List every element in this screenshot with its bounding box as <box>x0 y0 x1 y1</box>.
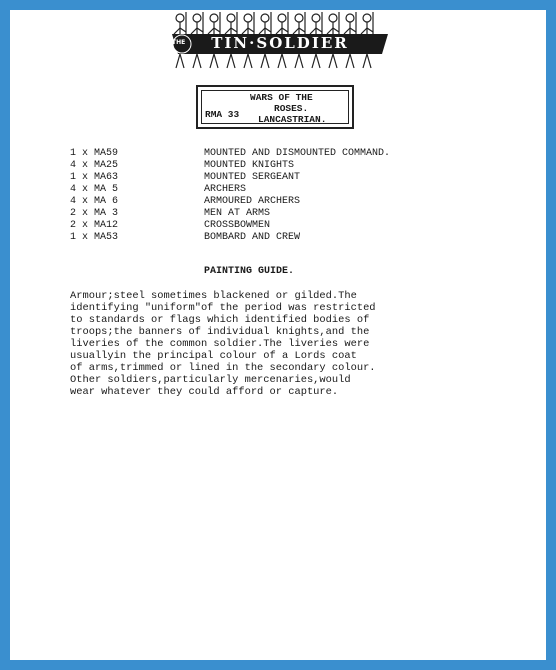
guide-line: liveries of the common soldier.The liveries were <box>70 338 370 350</box>
guide-line: usuallyin the principal colour of a Lords coat <box>70 350 357 362</box>
item-desc: MOUNTED SERGEANT <box>204 172 301 183</box>
document-page <box>10 10 546 660</box>
item-qty: 1 x MA63 <box>70 172 119 183</box>
item-qty: 1 x MA59 <box>70 148 119 159</box>
item-desc: MEN AT ARMS <box>204 208 271 219</box>
logo-text: TIN·SOLDIER <box>211 34 349 52</box>
product-code: RMA 33 <box>205 109 240 120</box>
item-qty: 2 x MA12 <box>70 220 119 231</box>
tin-soldier-logo <box>170 10 390 70</box>
item-desc: CROSSBOWMEN <box>204 220 271 231</box>
item-desc: MOUNTED KNIGHTS <box>204 160 295 171</box>
painting-guide-text <box>70 290 430 398</box>
guide-line: troops;the banners of individual knights,and the <box>70 326 370 338</box>
painting-guide-heading: PAINTING GUIDE. <box>204 266 295 277</box>
title-line-1: WARS OF THE <box>250 92 313 103</box>
item-desc: ARCHERS <box>204 184 247 195</box>
item-desc: BOMBARD AND CREW <box>204 232 301 243</box>
item-desc: MOUNTED AND DISMOUNTED COMMAND. <box>204 148 391 159</box>
guide-line: wear whatever they could afford or capture. <box>70 386 339 398</box>
item-qty: 4 x MA 6 <box>70 196 119 207</box>
item-desc: ARMOURED ARCHERS <box>204 196 301 207</box>
title-line-3: LANCASTRIAN. <box>258 114 327 125</box>
guide-line: to standards or flags which identified bodies of <box>70 314 370 326</box>
guide-line: of arms,trimmed or lined in the secondary colour. <box>70 362 376 374</box>
item-qty: 2 x MA 3 <box>70 208 119 219</box>
title-box <box>196 85 354 129</box>
logo-prefix: THE <box>172 39 186 46</box>
item-qty: 1 x MA53 <box>70 232 119 243</box>
guide-line: Armour;steel sometimes blackened or gilded.The <box>70 290 357 302</box>
item-qty: 4 x MA 5 <box>70 184 119 195</box>
item-qty: 4 x MA25 <box>70 160 119 171</box>
guide-line: identifying "uniform"of the period was restricted <box>70 302 376 314</box>
title-line-2: ROSES. <box>274 103 309 114</box>
guide-line: Other soldiers,particularly mercenaries,would <box>70 374 351 386</box>
